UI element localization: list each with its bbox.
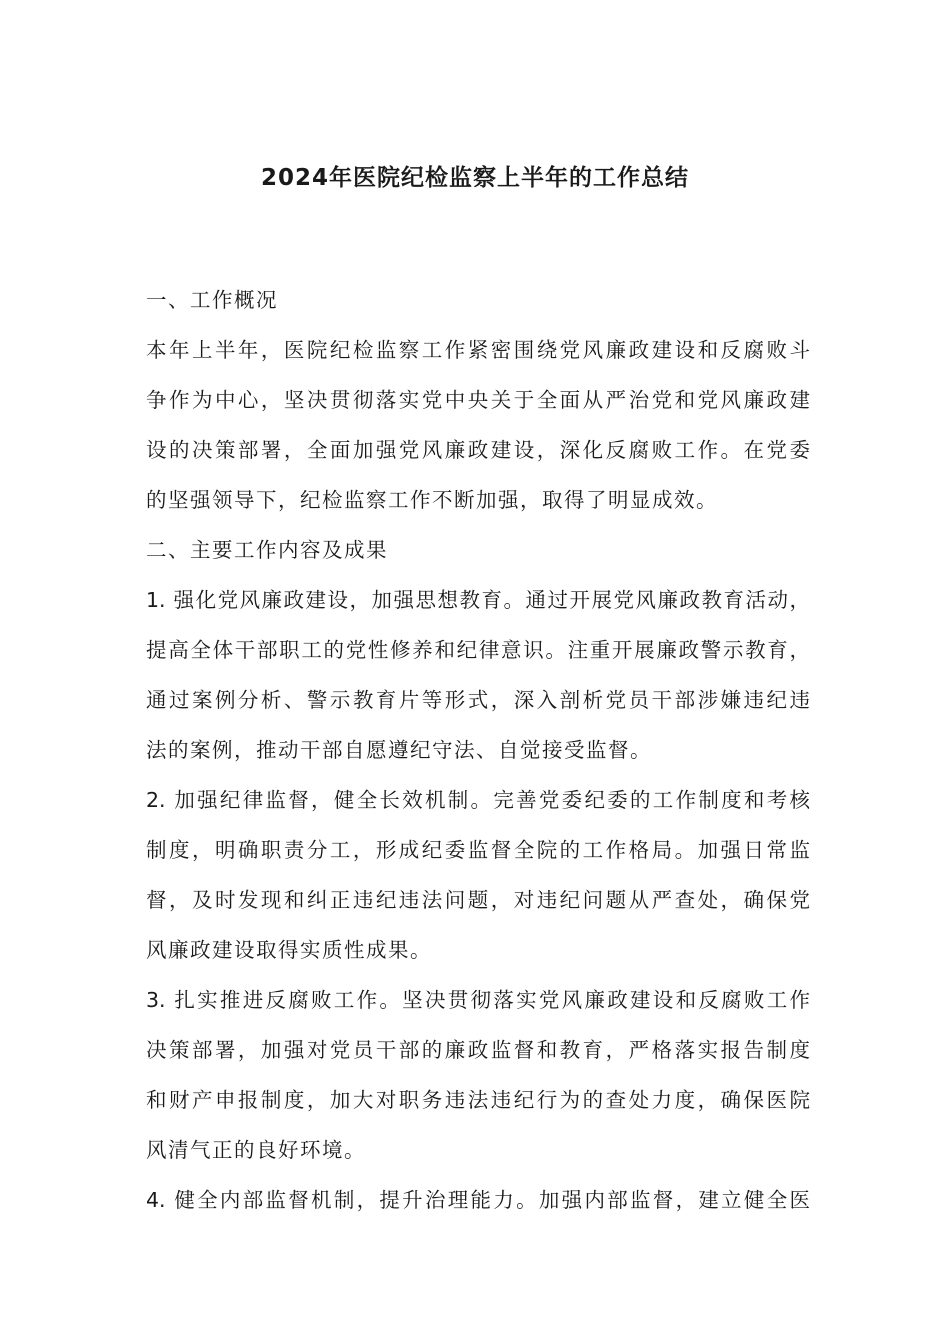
paragraph-line: 设的决策部署，全面加强党风廉政建设，深化反腐败工作。在党委 bbox=[146, 438, 810, 462]
paragraph-line: 4. 健全内部监督机制，提升治理能力。加强内部监督，建立健全医 bbox=[146, 1188, 810, 1212]
paragraph-line: 3. 扎实推进反腐败工作。坚决贯彻落实党风廉政建设和反腐败工作 bbox=[146, 988, 810, 1012]
paragraph-line: 制度，明确职责分工，形成纪委监督全院的工作格局。加强日常监 bbox=[146, 838, 810, 862]
paragraph-line: 争作为中心，坚决贯彻落实党中央关于全面从严治党和党风廉政建 bbox=[146, 388, 810, 412]
paragraph-line: 1. 强化党风廉政建设，加强思想教育。通过开展党风廉政教育活动， bbox=[146, 588, 810, 612]
paragraph-line: 2. 加强纪律监督，健全长效机制。完善党委纪委的工作制度和考核 bbox=[146, 788, 810, 812]
document-body bbox=[146, 283, 810, 1233]
paragraph-line: 通过案例分析、警示教育片等形式，深入剖析党员干部涉嫌违纪违 bbox=[146, 688, 810, 712]
section-heading-overview: 一、工作概况 bbox=[146, 288, 278, 312]
paragraph-line: 和财产申报制度，加大对职务违法违纪行为的查处力度，确保医院 bbox=[146, 1088, 810, 1112]
document-title: 2024年医院纪检监察上半年的工作总结 bbox=[260, 165, 689, 191]
paragraph-line: 的坚强领导下，纪检监察工作不断加强，取得了明显成效。 bbox=[146, 488, 718, 512]
paragraph-line: 风清气正的良好环境。 bbox=[146, 1138, 366, 1162]
paragraph-line: 提高全体干部职工的党性修养和纪律意识。注重开展廉政警示教育， bbox=[146, 638, 810, 662]
paragraph-line: 风廉政建设取得实质性成果。 bbox=[146, 938, 432, 962]
section-heading-main-work: 二、主要工作内容及成果 bbox=[146, 538, 388, 562]
paragraph-line: 法的案例，推动干部自愿遵纪守法、自觉接受监督。 bbox=[146, 738, 652, 762]
paragraph-line: 督，及时发现和纠正违纪违法问题，对违纪问题从严查处，确保党 bbox=[146, 888, 810, 912]
paragraph-line: 决策部署，加强对党员干部的廉政监督和教育，严格落实报告制度 bbox=[146, 1038, 810, 1062]
paragraph-line: 本年上半年，医院纪检监察工作紧密围绕党风廉政建设和反腐败斗 bbox=[146, 338, 810, 362]
